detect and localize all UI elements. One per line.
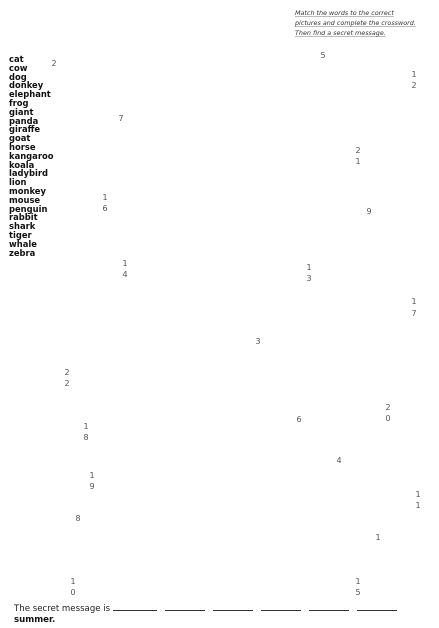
word-item: giraffe	[9, 124, 41, 135]
word-item: cow	[9, 62, 28, 73]
word-item: giant	[9, 106, 34, 117]
clue-number: 0	[385, 414, 391, 423]
clue-number: 1	[355, 157, 361, 166]
secret-blank[interactable]	[309, 602, 349, 611]
word-item: lion	[9, 177, 27, 188]
word-item: penguin	[9, 203, 48, 214]
clue-number: 4	[336, 456, 342, 465]
word-item: goat	[9, 133, 31, 144]
clue-number: 4	[122, 270, 128, 279]
word-item: elephant	[9, 89, 51, 100]
secret-blank[interactable]	[165, 602, 205, 611]
clue-number: 2	[355, 146, 361, 155]
clue-number: 5	[355, 588, 361, 597]
secret-message-blanks	[113, 602, 405, 614]
instruction-line-2: pictures and complete the crossword.	[295, 19, 416, 27]
clue-number: 1	[415, 490, 421, 499]
clue-number: 1	[70, 577, 76, 586]
word-item: koala	[9, 159, 35, 170]
clue-number: 7	[411, 309, 417, 318]
word-item: mouse	[9, 194, 41, 205]
secret-message-line	[14, 602, 405, 614]
clue-number: 8	[75, 514, 81, 523]
clue-number: 7	[118, 114, 124, 123]
instruction-line-1: Match the words to the correct	[295, 9, 394, 17]
clue-number: 2	[64, 368, 70, 377]
clue-number: 8	[83, 433, 89, 442]
clue-number: 1	[355, 577, 361, 586]
word-list	[9, 55, 53, 257]
word-item: whale	[9, 238, 37, 249]
clue-number: 5	[320, 51, 326, 60]
clue-number: 1	[375, 533, 381, 542]
word-item: ladybird	[9, 168, 48, 179]
word-item: shark	[9, 221, 36, 232]
word-item: kangaroo	[9, 150, 54, 161]
word-item: dog	[9, 71, 27, 82]
word-item: panda	[9, 115, 39, 126]
word-item: rabbit	[9, 212, 38, 223]
clue-number: 0	[70, 588, 76, 597]
clue-number: 9	[89, 482, 95, 491]
clue-number: 1	[411, 70, 417, 79]
clue-number: 6	[102, 204, 108, 213]
word-item: zebra	[9, 247, 36, 258]
clue-number: 2	[411, 81, 417, 90]
clue-number: 9	[366, 207, 372, 216]
clue-number: 1	[306, 263, 312, 272]
clue-number: 1	[83, 422, 89, 431]
clue-number: 2	[64, 379, 70, 388]
clue-number: 3	[306, 274, 312, 283]
instruction-line-3: Then find a secret message.	[295, 29, 386, 37]
secret-blank[interactable]	[213, 602, 253, 611]
word-item: tiger	[9, 229, 32, 240]
secret-message-prefix: The secret message is	[14, 604, 111, 614]
word-item: monkey	[9, 185, 46, 196]
secret-message-ending: summer.	[14, 615, 56, 625]
clue-number: 1	[89, 471, 95, 480]
clue-number: 1	[415, 501, 421, 510]
clue-number: 1	[411, 297, 417, 306]
word-item: frog	[9, 97, 29, 108]
word-item: cat	[9, 54, 24, 64]
clue-number: 2	[51, 59, 57, 68]
clue-number: 3	[255, 337, 261, 346]
secret-blank[interactable]	[113, 602, 157, 611]
clue-number: 1	[122, 259, 128, 268]
word-item: donkey	[9, 80, 44, 91]
clue-number: 1	[102, 193, 108, 202]
clue-number: 2	[385, 403, 391, 412]
secret-blank[interactable]	[357, 602, 397, 611]
clue-number: 6	[296, 415, 302, 424]
secret-blank[interactable]	[261, 602, 301, 611]
instructions	[295, 8, 435, 38]
word-item: horse	[9, 141, 36, 152]
